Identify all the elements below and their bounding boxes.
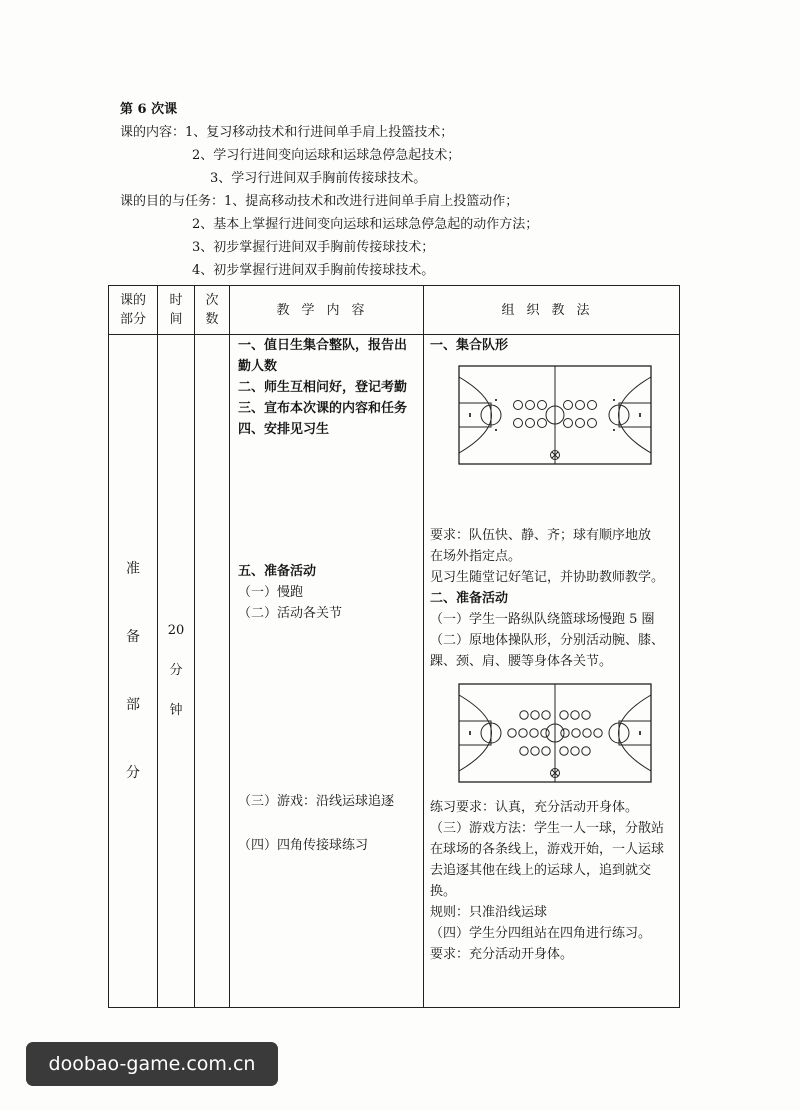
org-req-1c: 见习生随堂记好笔记，并协助教师教学。 — [430, 570, 665, 585]
content-item-1b: 勤人数 — [238, 359, 278, 374]
table-body-row — [109, 335, 680, 1008]
goal-line-2: 2、基本上掌握行进间变向运球和运球急停急起的动作方法； — [192, 217, 539, 232]
content-items-1-4 — [238, 335, 417, 440]
org-game-1: （三）游戏方法：学生一人一球，分散站 — [430, 821, 665, 836]
header-time-line1: 时 — [169, 293, 183, 308]
org-section-1: 一、集合队形 — [430, 338, 509, 353]
org-activity-2a: （二）原地体操队形，分别活动腕、膝、 — [430, 633, 665, 648]
time-cell — [158, 335, 195, 1008]
content-item-5-2: （二）活动各关节 — [238, 606, 343, 621]
goal-line-1: 课的目的与任务：1、提高移动技术和改进行进间单手肩上投篮动作； — [120, 194, 519, 209]
content-item-5-4: （四）四角传接球练习 — [238, 838, 369, 853]
org-rule: 规则：只准沿线运球 — [430, 905, 548, 920]
lesson-plan-table — [108, 285, 680, 1008]
content-line-3: 3、学习行进间双手胸前传接球技术。 — [210, 171, 427, 186]
goal-line-4: 4、初步掌握行进间双手胸前传接球技术。 — [192, 263, 435, 278]
header-content: 教学内容 — [230, 286, 424, 335]
organization-cell — [424, 335, 680, 1008]
header-count-line2: 数 — [205, 312, 219, 327]
part-char: 备 — [126, 629, 140, 645]
content-item-3: 三、宣布本次课的内容和任务 — [238, 401, 408, 416]
content-item-1a: 一、值日生集合整队，报告出 — [238, 338, 408, 353]
time-unit-char: 分 — [169, 663, 183, 678]
content-item-5-3: （三）游戏：沿线运球追逐 — [238, 794, 395, 809]
header-part — [109, 286, 158, 335]
part-char: 准 — [126, 561, 140, 577]
content-line-2: 2、学习行进间变向运球和运球急停急起技术； — [192, 148, 461, 163]
table-header-row — [109, 286, 680, 335]
header-time — [158, 286, 195, 335]
part-char: 部 — [126, 697, 140, 713]
count-cell — [195, 335, 230, 1008]
content-item-2: 二、师生互相问好，登记考勤 — [238, 380, 408, 395]
org-game-2: 在球场的各条线上，游戏开始，一人运球 — [430, 842, 665, 857]
lesson-title: 第 6 次课 — [120, 102, 178, 117]
org-activity-2b: 踝、颈、肩、腰等身体各关节。 — [430, 654, 613, 669]
basketball-court-diagram-1 — [458, 365, 652, 465]
goal-line-3: 3、初步掌握行进间双手胸前传接球技术； — [192, 240, 435, 255]
org-requirements-1 — [430, 525, 673, 672]
court-svg-1 — [458, 365, 652, 465]
org-section-2: 二、准备活动 — [430, 591, 509, 606]
watermark-badge: doobao-game.com.cn — [26, 1042, 278, 1086]
header-time-line2: 间 — [169, 312, 183, 327]
time-unit-char: 钟 — [169, 703, 183, 718]
header-count — [195, 286, 230, 335]
org-req-1a: 要求：队伍快、静、齐；球有顺序地放 — [430, 528, 652, 543]
org-req-2: 练习要求：认真，充分活动开身体。 — [430, 800, 639, 815]
org-req-3: 要求：充分活动开身体。 — [430, 947, 574, 962]
org-req-1b: 在场外指定点。 — [430, 549, 522, 564]
header-count-line1: 次 — [205, 293, 219, 308]
org-game-4: 换。 — [430, 884, 457, 899]
content-item-5: 五、准备活动 — [238, 564, 317, 579]
part-char: 分 — [126, 765, 140, 781]
org-activity-4: （四）学生分四组站在四角进行练习。 — [430, 926, 652, 941]
org-activity-1: （一）学生一路纵队绕篮球场慢跑 5 圈 — [430, 612, 655, 627]
content-line-1: 课的内容：1、复习移动技术和行进间单手肩上投篮技术； — [120, 125, 454, 140]
court-svg-2 — [458, 683, 652, 783]
content-item-5-1: （一）慢跑 — [238, 585, 304, 600]
lesson-header — [120, 98, 720, 282]
content-cell — [230, 335, 424, 1008]
part-name-cell — [109, 335, 158, 1008]
time-number: 20 — [167, 623, 185, 638]
basketball-court-diagram-2 — [458, 683, 652, 783]
header-organization: 组织教法 — [424, 286, 680, 335]
header-part-line2: 部分 — [119, 312, 146, 327]
org-requirements-2 — [430, 797, 673, 965]
content-item-4: 四、安排见习生 — [238, 422, 330, 437]
org-game-3: 去追逐其他在线上的运球人，追到就交 — [430, 863, 652, 878]
header-part-line1: 课的 — [119, 293, 146, 308]
content-warmup — [238, 561, 417, 624]
